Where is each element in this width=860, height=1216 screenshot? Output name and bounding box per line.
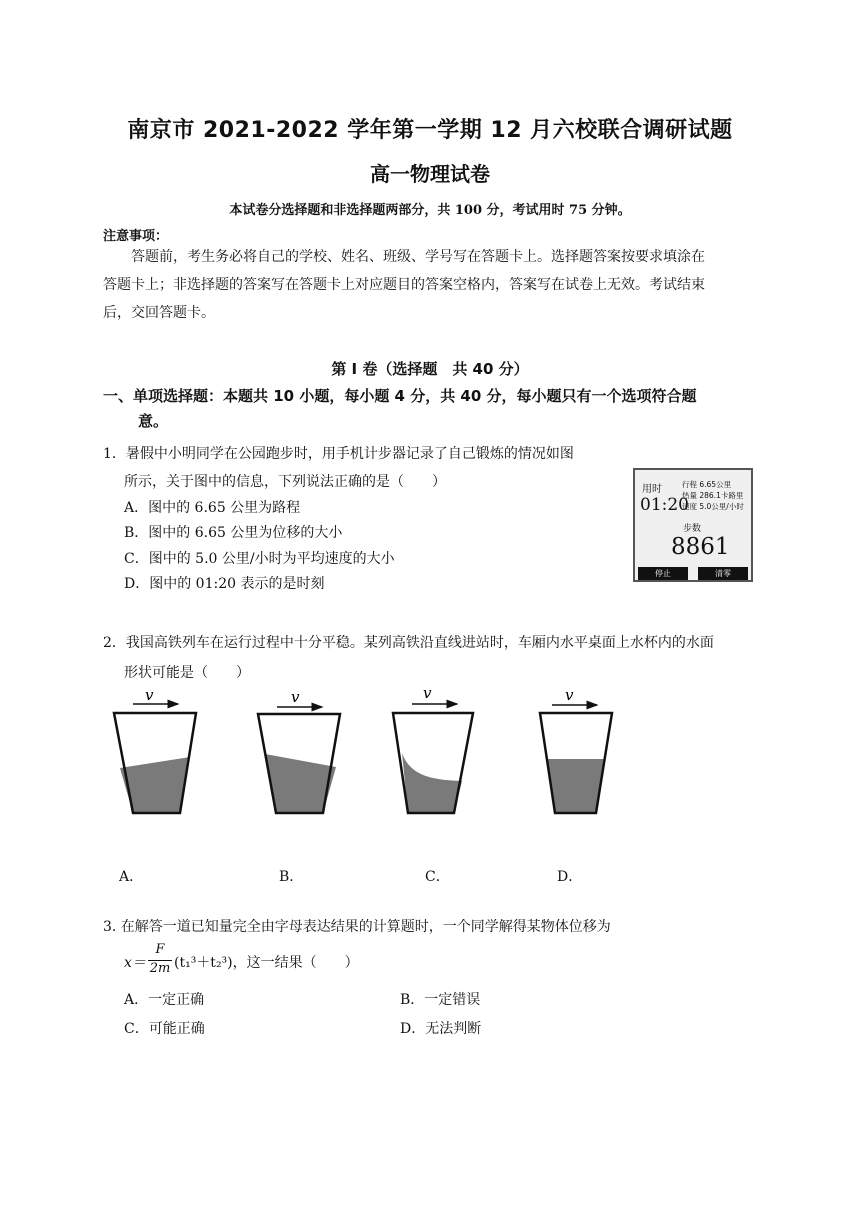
- exam-title: 南京市 2021-2022 学年第一学期 12 月六校联合调研试题: [127, 118, 733, 143]
- pedometer-time-label: 用时: [642, 484, 662, 495]
- q3-option-d: D．无法判断: [400, 1021, 482, 1037]
- water-c: [402, 753, 462, 813]
- cup-label-d: D．: [557, 869, 583, 885]
- pedometer-stop-button: 停止: [638, 567, 688, 580]
- pedometer-distance: 行程 6.65公里: [682, 480, 732, 489]
- velocity-label-c: v: [423, 684, 432, 702]
- q2-stem-line-2: 形状可能是（ ）: [124, 665, 250, 681]
- pedometer-time: 01:20: [640, 495, 689, 515]
- exam-subtitle: 高一物理试卷: [370, 162, 490, 186]
- section-title: 第 Ⅰ 卷（选择题 共 40 分）: [331, 360, 529, 378]
- q2-stem-line-1: 2．我国高铁列车在运行过程中十分平稳。某列高铁沿直线进站时，车厢内水平桌面上水杯内的水面: [103, 635, 714, 651]
- pedometer-clear-button: 清零: [698, 567, 748, 580]
- exam-info: 本试卷分选择题和非选择题两部分，共 100 分，考试用时 75 分钟。: [229, 203, 631, 218]
- formula-numerator: F: [155, 942, 165, 957]
- velocity-label-b: v: [291, 688, 300, 706]
- formula-denominator: 2m: [149, 961, 171, 976]
- cup-label-a: A．: [119, 869, 144, 885]
- q1-option-d: D．图中的 01:20 表示的是时刻: [124, 576, 325, 592]
- notice-line-2: 答题卡上；非选择题的答案写在答题卡上对应题目的答案空格内，答案写在试卷上无效。考试结束: [103, 277, 705, 293]
- q3-option-a: A．一定正确: [124, 992, 205, 1008]
- pedometer-speed: 速度 5.0公里/小时: [682, 502, 744, 511]
- notice-heading: 注意事项：: [103, 229, 169, 244]
- q3-option-c: C．可能正确: [124, 1021, 205, 1037]
- formula-rhs: (t₁³＋t₂³)，这一结果（ ）: [174, 955, 359, 971]
- q1-option-a: A．图中的 6.65 公里为路程: [124, 500, 301, 516]
- cup-a: [114, 686, 196, 813]
- cup-label-c: C．: [425, 869, 450, 885]
- part-heading-line-1: 一、单项选择题：本题共 10 小题，每小题 4 分，共 40 分，每小题只有一个选项符合题: [103, 387, 697, 405]
- velocity-label-d: v: [565, 686, 574, 704]
- part-heading-line-2: 意。: [138, 412, 169, 430]
- velocity-label-a: v: [145, 686, 154, 704]
- cup-label-b: B．: [279, 869, 304, 885]
- q3-option-b: B．一定错误: [400, 992, 481, 1008]
- formula-lhs: x＝: [124, 955, 146, 971]
- cup-c: [393, 684, 473, 813]
- pedometer-steps: 8861: [671, 534, 730, 560]
- q3-stem: 3. 在解答一道已知量完全由字母表达结果的计算题时，一个同学解得某物体位移为: [103, 919, 611, 935]
- q1-option-c: C．图中的 5.0 公里/小时为平均速度的大小: [124, 551, 395, 567]
- pedometer-steps-label: 步数: [683, 524, 702, 534]
- notice-line-1: 答题前，考生务必将自己的学校、姓名、班级、学号写在答题卡上。选择题答案按要求填涂在: [131, 249, 705, 265]
- q1-stem-line-1: 1．暑假中小明同学在公园跑步时，用手机计步器记录了自己锻炼的情况如图: [103, 446, 574, 462]
- cups-figure: [100, 680, 640, 820]
- notice-line-3: 后，交回答题卡。: [103, 305, 215, 321]
- cup-d: [540, 686, 612, 813]
- pedometer-figure: [633, 468, 753, 582]
- pedometer-calories: 热量 286.1卡路里: [682, 491, 744, 500]
- q1-stem-line-2: 所示，关于图中的信息，下列说法正确的是（ ）: [124, 474, 446, 490]
- q1-option-b: B．图中的 6.65 公里为位移的大小: [124, 525, 343, 541]
- cup-b: [258, 688, 340, 813]
